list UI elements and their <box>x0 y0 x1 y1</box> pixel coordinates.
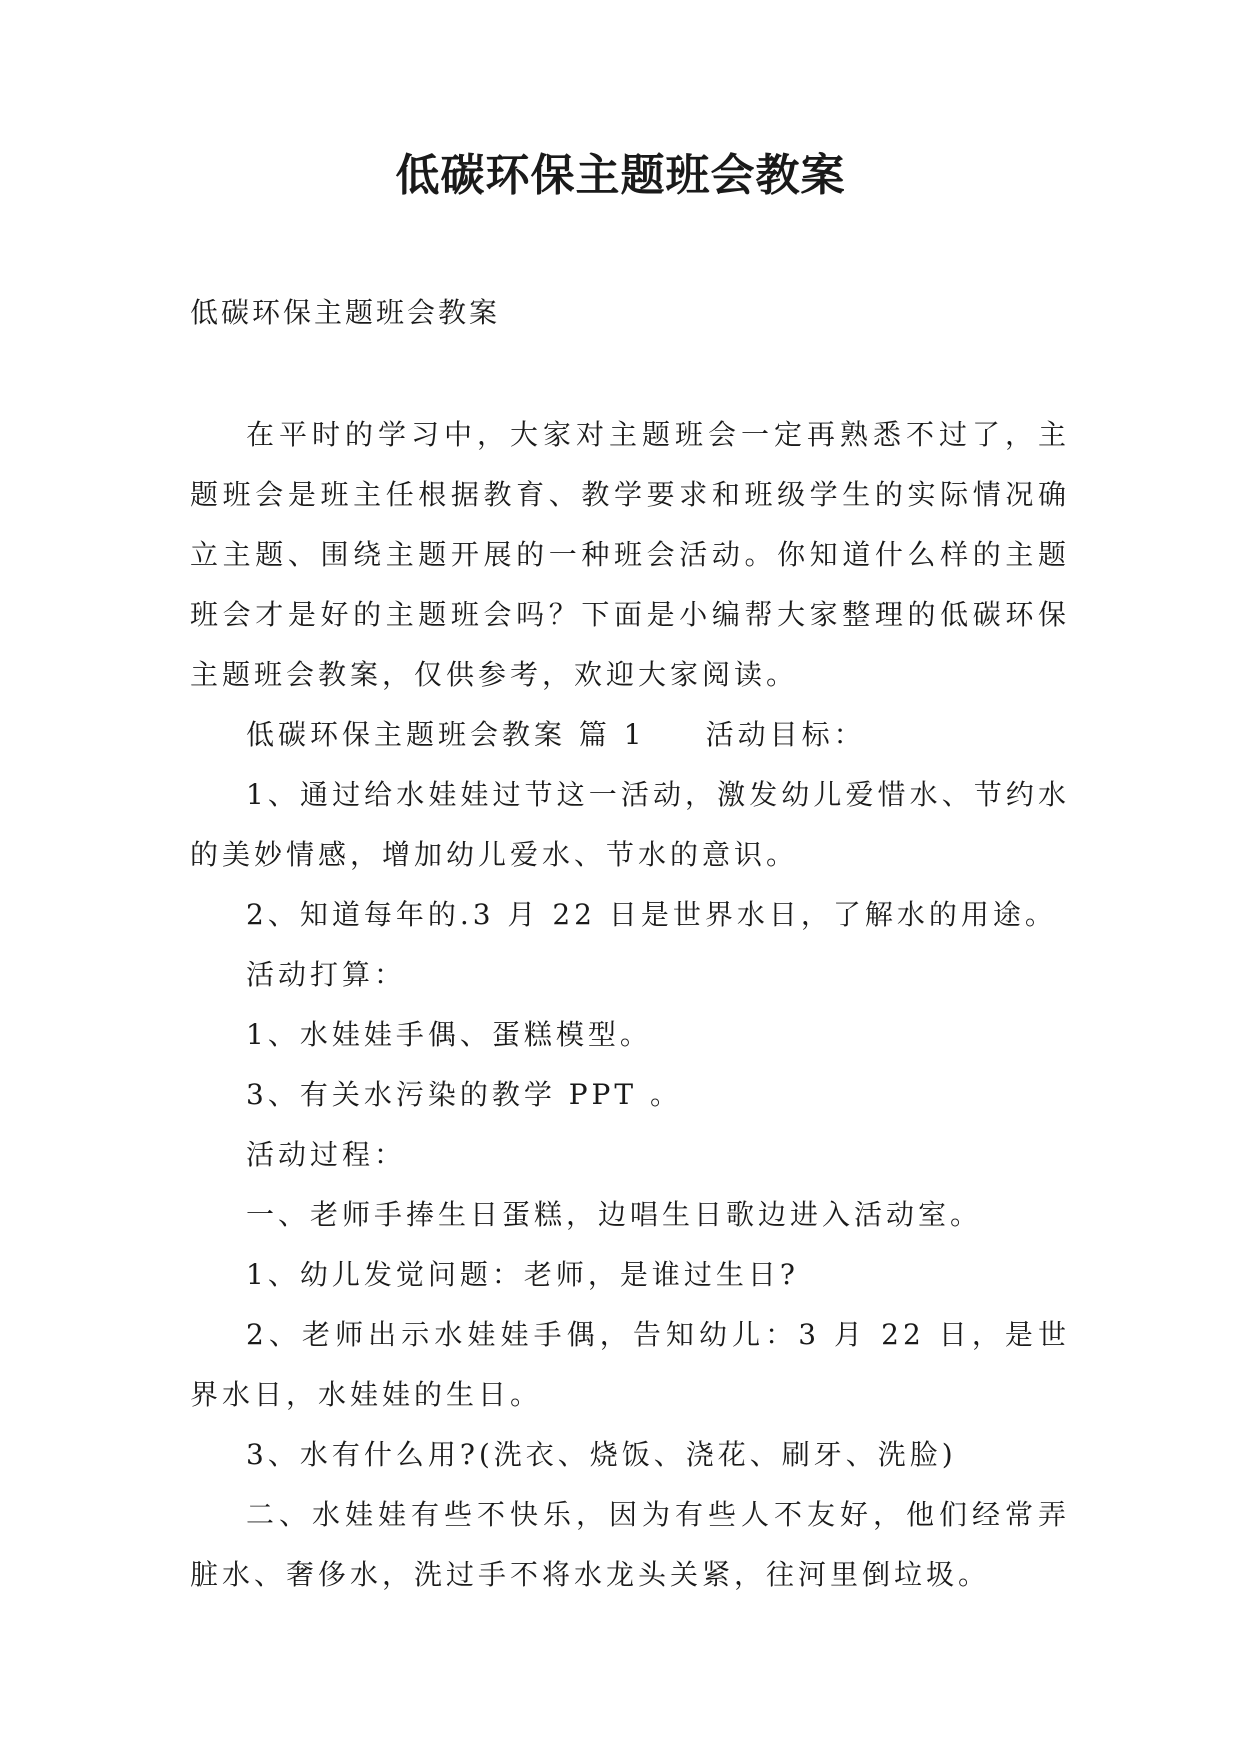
process-step-two: 二、水娃娃有些不快乐，因为有些人不友好，他们经常弄脏水、奢侈水，洗过手不将水龙头关紧，往河里倒垃圾。 <box>190 1498 1070 1591</box>
preparation-item-3: 3、有关水污染的教学 PPT 。 <box>246 1078 682 1111</box>
preparation-item-1: 1、水娃娃手偶、蛋糕模型。 <box>246 1018 652 1051</box>
preparation-heading: 活动打算： <box>246 958 407 991</box>
goal-item-2: 2、知道每年的.3 月 22 日是世界水日，了解水的用途。 <box>246 898 1057 931</box>
section-heading <box>190 705 1070 765</box>
process-item-2: 2、老师出示水娃娃手偶，告知幼儿：3 月 22 日，是世界水日，水娃娃的生日。 <box>190 1318 1070 1411</box>
goal-item-1: 1、通过给水娃娃过节这一活动，激发幼儿爱惜水、节约水的美妙情感，增加幼儿爱水、节水的意识。 <box>190 778 1070 871</box>
section-heading-goal: 活动目标： <box>705 718 866 751</box>
process-item-3: 3、水有什么用?(洗衣、烧饭、浇花、刷牙、洗脸) <box>246 1438 957 1471</box>
section-heading-title: 低碳环保主题班会教案 篇 1 <box>246 718 646 751</box>
process-step-one: 一、老师手捧生日蛋糕，边唱生日歌边进入活动室。 <box>246 1198 983 1231</box>
document-subtitle: 低碳环保主题班会教案 <box>190 296 501 329</box>
page-title: 低碳环保主题班会教案 <box>395 150 846 201</box>
process-item-1: 1、幼儿发觉问题：老师，是谁过生日? <box>246 1258 799 1291</box>
intro-paragraph: 在平时的学习中，大家对主题班会一定再熟悉不过了，主题班会是班主任根据教育、教学要求和班级学生的实际情况确立主题、围绕主题开展的一种班会活动。你知道什么样的主题班会才是好的主题班会吗？下面是小编帮大家整理的低碳环保主题班会教案，仅供参考，欢迎大家阅读。 <box>190 418 1070 691</box>
process-heading: 活动过程： <box>246 1138 407 1171</box>
document-body <box>190 405 1070 1605</box>
